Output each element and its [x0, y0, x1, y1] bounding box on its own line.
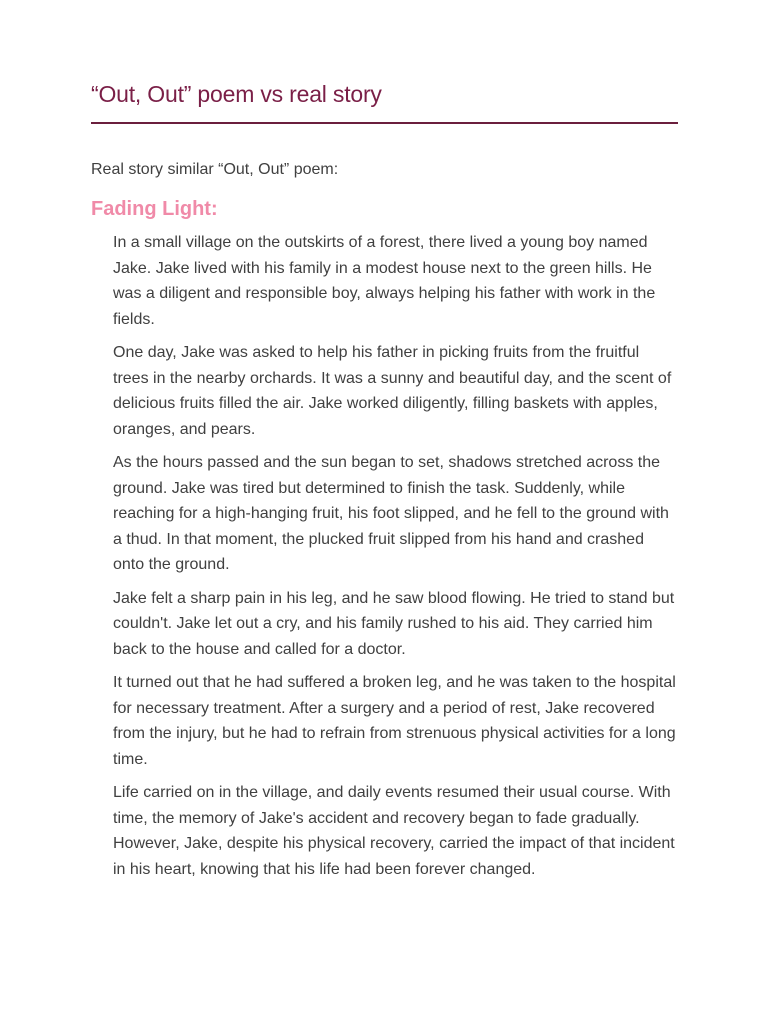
story-paragraph: It turned out that he had suffered a broken leg, and he was taken to the hospital for necessary treatment. After a surgery and a period of rest, Jake recovered from the injury, but he had to refrain from strenuous physical activities for a long time.	[113, 674, 676, 768]
story-paragraph: In a small village on the outskirts of a forest, there lived a young boy named Jake. Jake lived with his family in a modest house next to the green hills. He was a diligent and responsible boy, always helping his father with work in the fields.	[113, 234, 656, 328]
story-paragraph: Jake felt a sharp pain in his leg, and he saw blood flowing. He tried to stand but couldn't. Jake let out a cry, and his family rushed to his aid. They carried him back to the house and called for a doctor.	[113, 589, 675, 658]
document-title: “Out, Out” poem vs real story	[91, 81, 382, 107]
document-page	[91, 0, 679, 890]
story-body	[113, 230, 679, 882]
intro-text: Real story similar “Out, Out” poem:	[91, 161, 339, 178]
story-paragraph: As the hours passed and the sun began to set, shadows stretched across the ground. Jake was tired but determined to finish the task. Suddenly, while reaching for a high-hanging fruit, his foot slipped, and he fell to the ground with a thud. In that moment, the plucked fruit slipped from his hand and crashed onto the ground.	[113, 454, 669, 573]
story-paragraph: One day, Jake was asked to help his father in picking fruits from the fruitful trees in the nearby orchards. It was a sunny and beautiful day, and the scent of delicious fruits filled the air. Jake worked diligently, filling baskets with apples, oranges, and pears.	[113, 344, 672, 438]
title-divider	[91, 122, 678, 124]
story-paragraph: Life carried on in the village, and daily events resumed their usual course. With time, the memory of Jake's accident and recovery began to fade gradually. However, Jake, despite his physical recovery, carried the impact of that incident in his heart, knowing that his life had been forever changed.	[113, 784, 675, 878]
story-heading: Fading Light:	[91, 198, 218, 220]
